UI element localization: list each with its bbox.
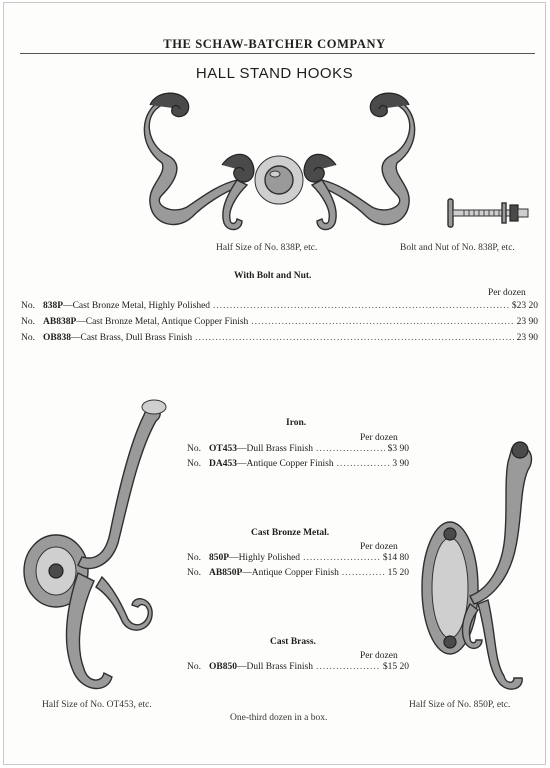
heading-cast-brass: Cast Brass. bbox=[270, 637, 316, 647]
price-list-838 bbox=[21, 301, 538, 349]
company-name: THE SCHAW-BATCHER COMPANY bbox=[163, 37, 386, 51]
price-list-iron bbox=[187, 444, 409, 474]
price-list-brass bbox=[187, 662, 409, 677]
per-dozen-label-iron: Per dozen bbox=[360, 433, 398, 443]
price-list-bronze bbox=[187, 553, 409, 583]
heading-iron: Iron. bbox=[286, 418, 307, 428]
list-item: No. OT453 —Dull Brass Finish ..... $3 90 bbox=[187, 444, 409, 459]
caption-838p-half-size: Half Size of No. 838P, etc. bbox=[216, 243, 318, 253]
heading-cast-bronze-metal: Cast Bronze Metal. bbox=[251, 528, 330, 538]
caption-ot453-half-size: Half Size of No. OT453, etc. bbox=[42, 700, 152, 710]
hook-ot453-illustration bbox=[18, 393, 178, 693]
list-item: No. 850P —Highly Polished ..... $14 80 bbox=[187, 553, 409, 568]
per-dozen-label-bronze: Per dozen bbox=[360, 542, 398, 552]
list-item: No. AB838P —Cast Bronze Metal, Antique Copper Finish ..... 23 90 bbox=[21, 317, 538, 333]
header-rule bbox=[20, 53, 535, 54]
list-item: No. AB850P —Antique Copper Finish ..... 15 20 bbox=[187, 568, 409, 583]
page-title: HALL STAND HOOKS bbox=[195, 65, 354, 82]
heading-with-bolt-and-nut: With Bolt and Nut. bbox=[234, 271, 312, 281]
list-item: No. DA453 —Antique Copper Finish ..... 3 90 bbox=[187, 459, 409, 474]
hook-850p-illustration bbox=[412, 428, 542, 698]
per-dozen-label-top: Per dozen bbox=[488, 288, 526, 298]
box-quantity-note: One-third dozen in a box. bbox=[230, 713, 328, 723]
list-item: No. 838P —Cast Bronze Metal, Highly Polished ..... $23 20 bbox=[21, 301, 538, 317]
list-item: No. OB838 —Cast Brass, Dull Brass Finish ..... 23 90 bbox=[21, 333, 538, 349]
double-hook-838p-illustration bbox=[142, 85, 417, 235]
catalog-page bbox=[3, 2, 546, 765]
caption-bolt-and-nut: Bolt and Nut of No. 838P, etc. bbox=[400, 243, 515, 253]
caption-850p-half-size: Half Size of No. 850P, etc. bbox=[409, 700, 511, 710]
bolt-and-nut-illustration bbox=[434, 193, 534, 233]
list-item: No. OB850 —Dull Brass Finish ..... $15 20 bbox=[187, 662, 409, 677]
per-dozen-label-brass: Per dozen bbox=[360, 651, 398, 661]
